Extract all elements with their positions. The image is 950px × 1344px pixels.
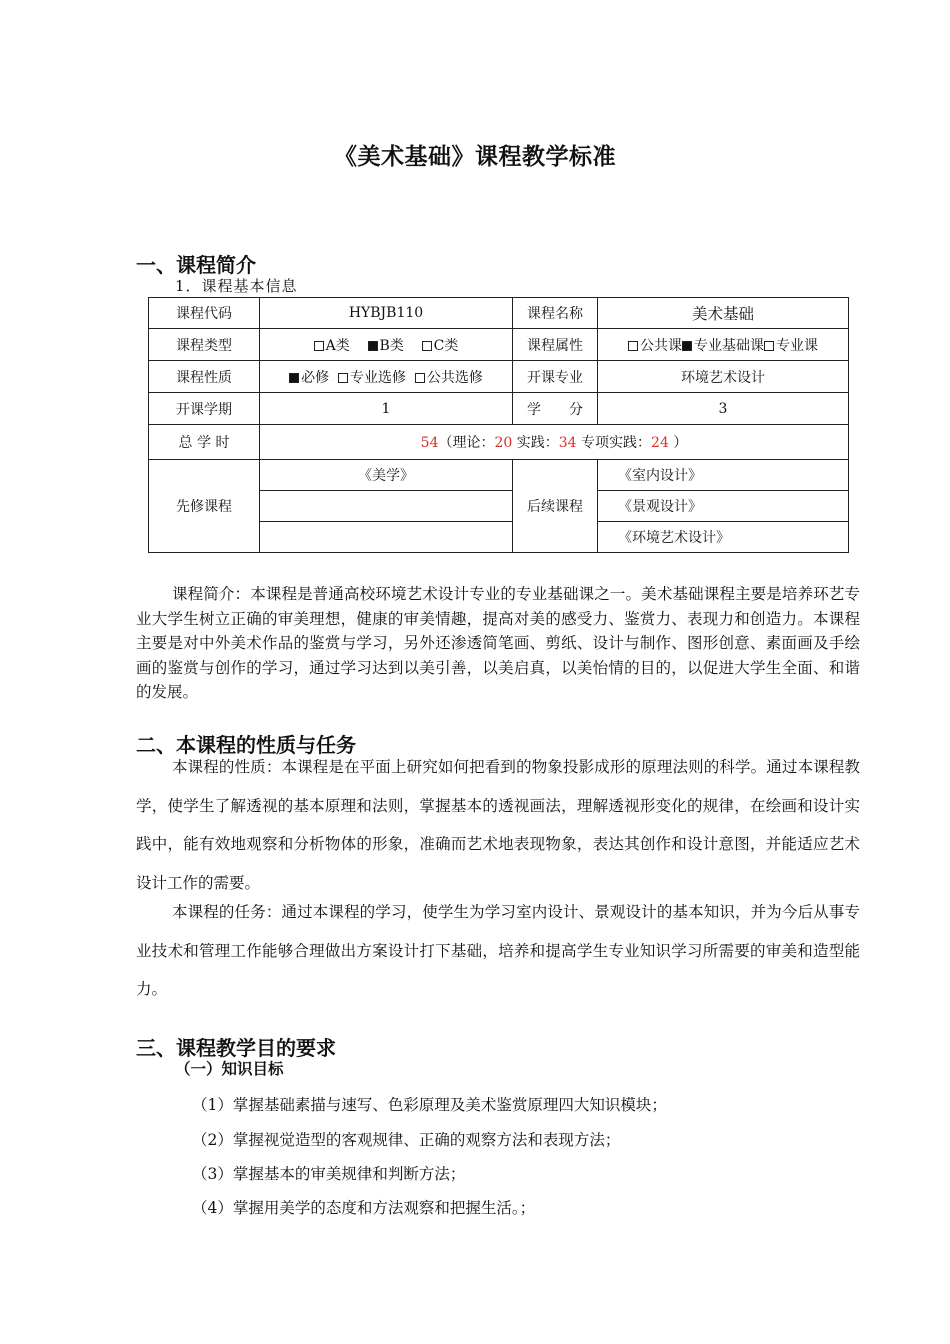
checkbox-empty-icon — [314, 341, 324, 351]
hours-theory-label: （理论： — [438, 435, 495, 451]
nature-options — [260, 361, 513, 393]
checkbox-filled-icon — [289, 373, 299, 383]
major-label: 开课专业 — [513, 361, 598, 393]
post-label: 后续课程 — [513, 460, 598, 553]
hours-special-label: 专项实践： — [576, 435, 652, 451]
pre-label: 先修课程 — [149, 460, 260, 553]
nature-label: 课程性质 — [149, 361, 260, 393]
checkbox-empty-icon — [628, 341, 638, 351]
attr-label: 课程属性 — [513, 329, 598, 361]
credit-label: 学 分 — [513, 393, 598, 425]
pre-course — [260, 522, 513, 553]
nature-2: 专业选修 — [350, 369, 406, 386]
name-label: 课程名称 — [513, 298, 598, 329]
table-row — [149, 425, 849, 460]
table-row — [149, 361, 849, 393]
table-row — [149, 393, 849, 425]
hours-value — [260, 425, 849, 460]
hours-special: 24 — [651, 435, 669, 451]
name-value: 美术基础 — [598, 298, 849, 329]
attr-3: 专业课 — [776, 337, 818, 354]
post-course: 《景观设计》 — [598, 491, 849, 522]
course-intro-paragraph: 课程简介：本课程是普通高校环境艺术设计专业的专业基础课之一。美术基础课程主要是培养环艺专业大学生树立正确的审美理想，健康的审美情趣，提高对美的感受力、鉴赏力、表现力和创造力。本课程主要是对中外美术作品的鉴赏与学习，另外还渗透简笔画、剪纸、设计与制作、图形创意、素面画及手绘画的鉴赏与创作的学习，通过学习达到以美引善，以美启真，以美怡情的目的，以促进大学生全面、和谐的发展。 — [136, 585, 860, 701]
hours-end: ） — [668, 435, 688, 451]
attr-options — [598, 329, 849, 361]
section-2-heading: 二、本课程的性质与任务 — [136, 733, 356, 757]
list-item: （3）掌握基本的审美规律和判断方法； — [192, 1165, 466, 1183]
nature-paragraph: 本课程的性质：本课程是在平面上研究如何把看到的物象投影成形的原理法则的科学。通过本课程教学，使学生了解透视的基本原理和法则，掌握基本的透视画法，理解透视形变化的规律，在绘画和设计实践中，能有效地观察和分析物体的形象，准确而艺术地表现物象，表达其创作和设计意图，并能适应艺术设计工作的需要。 — [136, 758, 860, 892]
code-label: 课程代码 — [149, 298, 260, 329]
knowledge-goals-subheading: （一）知识目标 — [175, 1060, 284, 1078]
table-row — [149, 298, 849, 329]
type-label: 课程类型 — [149, 329, 260, 361]
hours-theory: 20 — [494, 435, 513, 451]
type-options — [260, 329, 513, 361]
checkbox-filled-icon — [368, 341, 378, 351]
list-item: （2）掌握视觉造型的客观规律、正确的观察方法和表现方法； — [192, 1131, 621, 1149]
section-1-heading: 一、课程简介 — [136, 253, 256, 277]
nature-3: 公共选修 — [426, 369, 483, 386]
hours-total: 54 — [420, 435, 439, 451]
page-title: 《美术基础》课程教学标准 — [334, 144, 616, 170]
checkbox-empty-icon — [422, 341, 432, 351]
post-course: 《室内设计》 — [598, 460, 849, 491]
section-3-heading: 三、课程教学目的要求 — [136, 1036, 336, 1060]
nature-1: 必修 — [301, 369, 330, 386]
checkbox-empty-icon — [338, 373, 348, 383]
list-item: （1）掌握基础素描与速写、色彩原理及美术鉴赏原理四大知识模块； — [192, 1096, 667, 1114]
checkbox-empty-icon — [764, 341, 774, 351]
type-c: C类 — [433, 337, 459, 354]
attr-2: 专业基础课 — [694, 337, 764, 354]
major-value: 环境艺术设计 — [598, 361, 849, 393]
table-row — [149, 329, 849, 361]
term-label: 开课学期 — [149, 393, 260, 425]
course-info-table — [148, 297, 849, 553]
credit-value: 3 — [598, 393, 849, 425]
code-value: HYBJB110 — [260, 298, 513, 329]
hours-practice-label: 实践： — [512, 435, 559, 451]
hours-practice: 34 — [558, 435, 577, 451]
pre-course: 《美学》 — [260, 460, 513, 491]
task-paragraph: 本课程的任务：通过本课程的学习，使学生为学习室内设计、景观设计的基本知识，并为今后从事专业技术和管理工作能够合理做出方案设计打下基础，培养和提高学生专业知识学习所需要的审美和造型能力。 — [136, 903, 860, 998]
basic-info-subheading: 1．课程基本信息 — [175, 277, 298, 295]
type-b: B类 — [379, 337, 404, 354]
checkbox-empty-icon — [415, 373, 425, 383]
attr-1: 公共课 — [640, 337, 682, 354]
hours-label: 总 学 时 — [149, 425, 260, 460]
table-row — [149, 460, 849, 491]
list-item: （4）掌握用美学的态度和方法观察和把握生活。； — [192, 1199, 536, 1217]
pre-course — [260, 491, 513, 522]
term-value: 1 — [260, 393, 513, 425]
type-a: A类 — [325, 337, 350, 354]
post-course: 《环境艺术设计》 — [598, 522, 849, 553]
checkbox-filled-icon — [682, 341, 692, 351]
